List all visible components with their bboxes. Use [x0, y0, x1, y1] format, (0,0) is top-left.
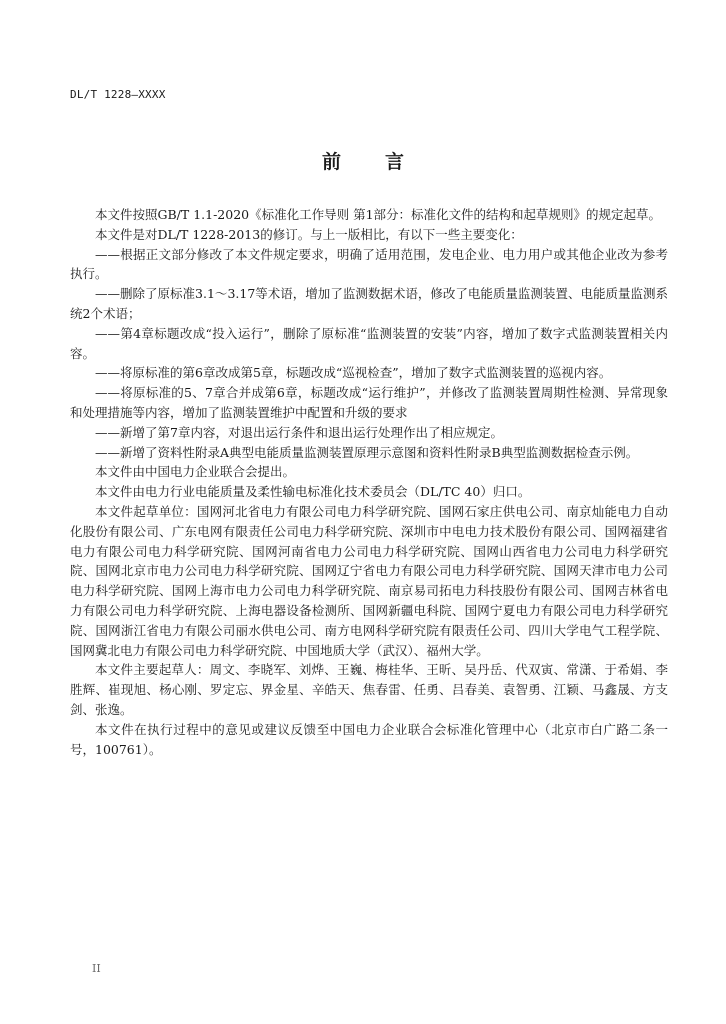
page-title: 前言: [321, 151, 448, 173]
document-code: DL/T 1228—XXXX: [70, 88, 166, 101]
change-item-2: ——删除了原标准3.1～3.17等术语，增加了监测数据术语，修改了电能质量监测装置、电能质量监测系统2个术语；: [70, 286, 668, 321]
paragraph-drafting-units: 本文件起草单位：国网河北省电力有限公司电力科学研究院、国网石家庄供电公司、南京灿能电力自动化股份有限公司、广东电网有限责任公司电力科学研究院、深圳市中电电力技术股份有限公司、国网福建省电力有限公司电力科学研究院、国网河南省电力公司电力科学研究院、国网山西省电力公司电力科学研究院、国网北京市电力公司电力科学研究院、国网辽宁省电力有限公司电力科学研究院、国网天津市电力公司电力科学研究院、国网上海市电力公司电力科学研究院、南京易司拓电力科技股份有限公司、国网吉林省电力有限公司电力科学研究院、上海电器设备检测所、国网新疆电科院、国网宁夏电力有限公司电力科学研究院、国网浙江省电力有限公司丽水供电公司、南方电网科学研究院有限责任公司、四川大学电气工程学院、国网冀北电力有限公司电力科学研究院、中国地质大学（武汉）、福州大学。: [70, 503, 668, 658]
change-item-3: ——第4章标题改成“投入运行”，删除了原标准“监测装置的安装”内容，增加了数字式监测装置相关内容。: [70, 325, 668, 361]
page-number: II: [92, 962, 101, 975]
paragraph-revision-intro: 本文件是对DL/T 1228-2013的修订。与上一版相比，有以下一些主要变化：: [95, 226, 523, 242]
paragraph-committee: 本文件由电力行业电能质量及柔性输电标准化技术委员会（DL/TC 40）归口。: [95, 484, 531, 500]
change-item-7: ——新增了资料性附录A典型电能质量监测装置原理示意图和资料性附录B典型监测数据检查示例。: [95, 444, 639, 460]
foreword-body: [70, 205, 668, 759]
paragraph-drafters: 本文件主要起草人：周文、李晓军、刘烨、王巍、梅桂华、王昕、吴丹岳、代双寅、常潇、于希娟、李胜辉、崔现旭、杨心刚、罗定忘、界金星、辛皓天、焦春雷、任勇、吕春美、袁智勇、江颖、马鑫晟、方支剑、张逸。: [70, 662, 668, 717]
change-item-5: ——将原标准的5、7章合并成第6章，标题改成“运行维护”，并修改了监测装置周期性检测、异常现象和处理措施等内容，增加了监测装置维护中配置和升级的要求: [70, 385, 668, 420]
paragraph-proposer: 本文件由中国电力企业联合会提出。: [95, 464, 296, 480]
paragraph-feedback: 本文件在执行过程中的意见或建议反馈至中国电力企业联合会标准化管理中心（北京市白广路二条一号，100761）。: [70, 721, 668, 757]
change-item-1: ——根据正文部分修改了本文件规定要求，明确了适用范围，发电企业、电力用户或其他企业改为参考执行。: [70, 246, 668, 282]
change-item-4: ——将原标准的第6章改成第5章，标题改成“巡视检查”，增加了数字式监测装置的巡视内容。: [95, 365, 612, 381]
paragraph-drafting-basis: 本文件按照GB/T 1.1-2020《标准化工作导则 第1部分：标准化文件的结构和起草规则》的规定起草。: [95, 207, 662, 222]
change-item-6: ——新增了第7章内容，对退出运行条件和退出运行处理作出了相应规定。: [95, 424, 503, 440]
